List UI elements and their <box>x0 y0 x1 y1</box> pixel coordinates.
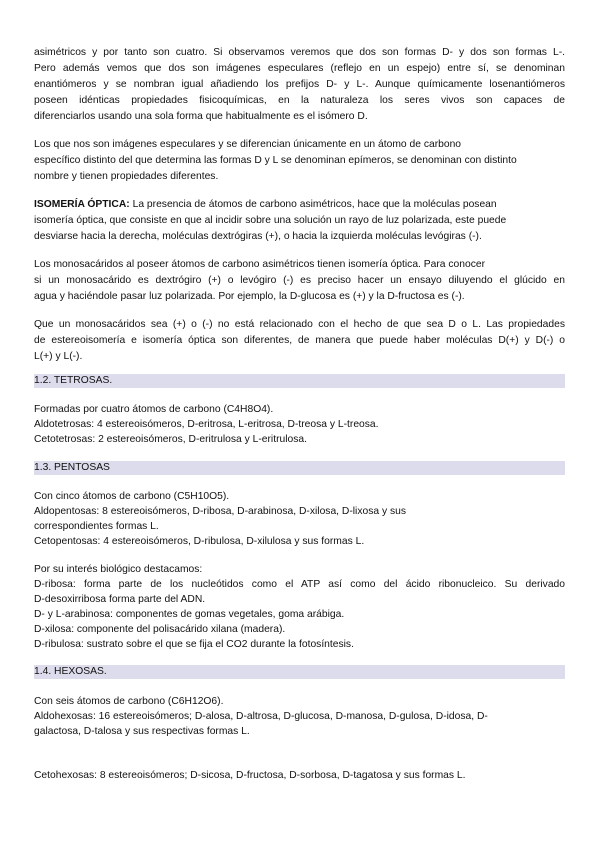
pentosas-line: Aldopentosas: 8 estereoisómeros, D-ribosa, D-arabinosa, D-xilosa, D-lixosa y sus <box>34 506 406 517</box>
interes-biologico-line: D- y L-arabinosa: componentes de gomas vegetales, goma arábiga. <box>34 609 345 620</box>
tetrosas-line: Formadas por cuatro átomos de carbono (C4H8O4). <box>34 404 274 415</box>
paragraph-4-line: agua y haciéndole pasar luz polarizada. Por ejemplo, la D-glucosa es (+) y la D-fructosa es (-). <box>34 291 465 302</box>
tetrosas-line: Cetotetrosas: 2 estereoisómeros, D-eritrulosa y L-eritrulosa. <box>34 434 307 445</box>
interes-biologico-line: D-desoxirribosa forma parte del ADN. <box>34 594 206 605</box>
hexosas-line: galactosa, D-talosa y sus respectivas formas L. <box>34 726 250 737</box>
tetrosas-line: Aldotetrosas: 4 estereoisómeros, D-eritrosa, L-eritrosa, D-treosa y L-treosa. <box>34 419 379 430</box>
paragraph-1-line: Pero además vemos que dos son imágenes especulares (reflejo en un espejo) entre sí, se denominan <box>34 63 565 74</box>
paragraph-2-line: específico distinto del que determina las formas D y L se denominan epímeros, se denominan con distinto <box>34 155 517 166</box>
hexosas-heading-highlight <box>34 665 565 679</box>
isomeria-optica-line: desviarse hacia la derecha, moléculas dextrógiras (+), o hacia la izquierda moléculas levógiras (-). <box>34 231 482 242</box>
paragraph-1-line: poseen idénticas propiedades fisicoquímicas, en la naturaleza los seres vivos son capaces de <box>34 95 565 106</box>
paragraph-2-line: Los que nos son imágenes especulares y se diferencian únicamente en un átomo de carbono <box>34 139 462 150</box>
isomeria-optica-line <box>34 198 497 212</box>
hexosas-line: Aldohexosas: 16 estereoisómeros; D-alosa, D-altrosa, D-glucosa, D-manosa, D-gulosa, D-idosa, D- <box>34 711 488 722</box>
hexosas-line: Con seis átomos de carbono (C6H12O6). <box>34 696 224 707</box>
paragraph-1-line: diferenciarlos usando una sola forma que habitualmente es el isómero D. <box>34 111 368 122</box>
pentosas-line: correspondientes formas L. <box>34 521 159 532</box>
pentosas-line: Cetopentosas: 4 estereoisómeros, D-ribulosa, D-xilulosa y sus formas L. <box>34 536 365 547</box>
interes-biologico-line: D-ribosa: forma parte de los nucleótidos como el ATP así como del ácido ribonucleico. Su derivado <box>34 579 565 590</box>
hexosas-heading: 1.4. HEXOSAS. <box>34 666 107 677</box>
paragraph-1-line: asimétricos y por tanto son cuatro. Si observamos veremos que dos son formas D- y dos son formas L-. <box>34 47 565 58</box>
paragraph-5-line: de estereoisomería e isomería óptica son diferentes, de manera que puede haber moléculas D(+) y D(-) o <box>34 335 565 346</box>
interes-biologico-line: D-ribulosa: sustrato sobre el que se fija el CO2 durante la fotosíntesis. <box>34 639 354 650</box>
paragraph-5-line: Que un monosacáridos sea (+) o (-) no está relacionado con el hecho de que sea D o L. Las propiedades <box>34 319 565 330</box>
interes-biologico-title: Por su interés biológico destacamos: <box>34 564 203 575</box>
tetrosas-heading: 1.2. TETROSAS. <box>34 375 113 386</box>
isomeria-optica-line: isomería óptica, que consiste en que al incidir sobre una solución un rayo de luz polarizada, este puede <box>34 215 507 226</box>
paragraph-4-line: si un monosacárido es dextrógiro (+) o levógiro (-) es preciso hacer un ensayo diluyendo el glúcido en <box>34 275 565 286</box>
paragraph-5-line: L(+) y L(-). <box>34 351 83 362</box>
tetrosas-heading-highlight <box>34 374 565 388</box>
interes-biologico-line: D-xilosa: componente del polisacárido xilana (madera). <box>34 624 286 635</box>
isomeria-optica-term: ISOMERÍA ÓPTICA: <box>34 199 130 210</box>
pentosas-heading-highlight <box>34 461 565 475</box>
isomeria-optica-text: La presencia de átomos de carbono asimétricos, hace que la moléculas posean <box>129 199 497 210</box>
paragraph-2-line: nombre y tienen propiedades diferentes. <box>34 171 219 182</box>
paragraph-4-line: Los monosacáridos al poseer átomos de carbono asimétricos tienen isomería óptica. Para conocer <box>34 259 486 270</box>
pentosas-line: Con cinco átomos de carbono (C5H10O5). <box>34 491 230 502</box>
pentosas-heading: 1.3. PENTOSAS <box>34 462 110 473</box>
cetohexosas-line: Cetohexosas: 8 estereoisómeros; D-sicosa, D-fructosa, D-sorbosa, D-tagatosa y sus formas L. <box>34 770 466 781</box>
paragraph-1-line: enantiómeros y se nombran igual añadiendo los prefijos D- y L-. Aunque químicamente losenantiómeros <box>34 79 565 90</box>
